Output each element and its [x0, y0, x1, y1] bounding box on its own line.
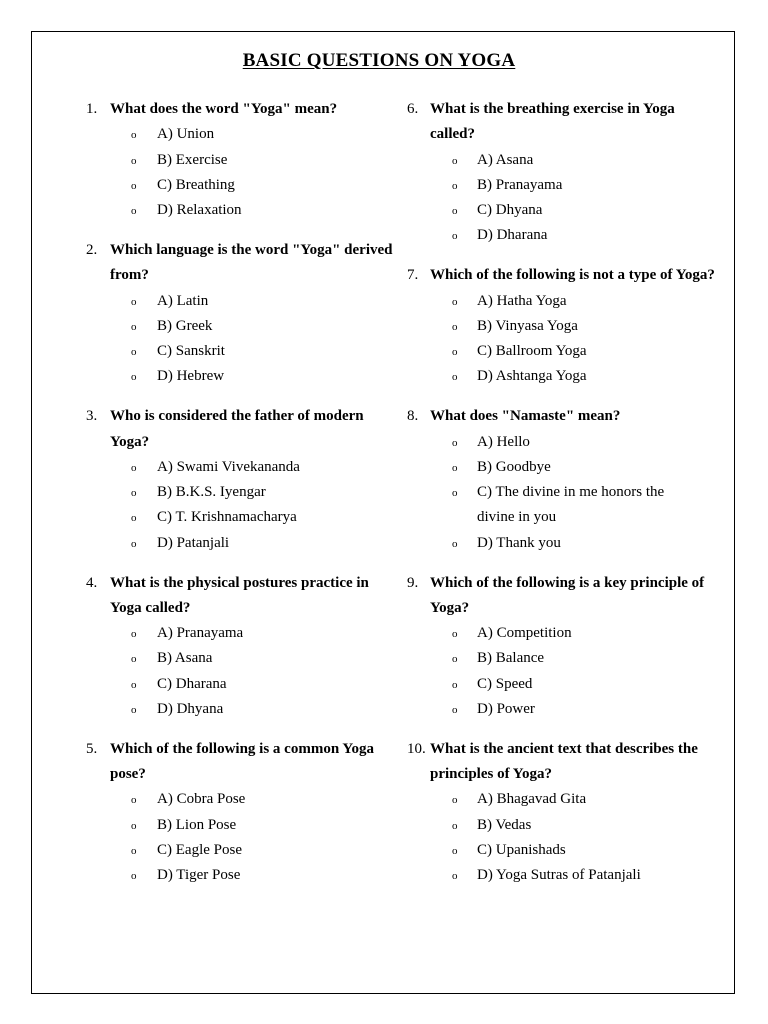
answer-option-text: C) Sanskrit — [157, 343, 225, 360]
answer-option — [400, 838, 730, 863]
circle-bullet-icon: o — [131, 487, 137, 500]
question-spacer — [0, 223, 400, 238]
circle-bullet-icon: o — [131, 461, 137, 474]
question-number: 10. — [407, 740, 426, 757]
answer-option — [0, 672, 400, 697]
answer-option — [0, 364, 400, 389]
answer-option-text: D) Thank you — [477, 534, 561, 551]
answer-option — [0, 646, 400, 671]
answer-option-text: A) Latin — [157, 292, 209, 309]
right-column — [400, 97, 730, 889]
circle-bullet-icon: o — [131, 819, 137, 832]
answer-option — [400, 863, 730, 888]
circle-bullet-icon: o — [131, 653, 137, 666]
answer-option — [0, 122, 400, 147]
answer-option-text: C) Dhyana — [477, 202, 543, 219]
question-text: What is the physical postures practice in Yoga called? — [110, 574, 369, 616]
circle-bullet-icon: o — [131, 154, 137, 167]
circle-bullet-icon: o — [452, 870, 458, 883]
question-number: 4. — [86, 574, 98, 591]
question-number: 2. — [86, 241, 98, 258]
answer-options — [400, 289, 730, 390]
answer-options — [400, 148, 730, 249]
question-number: 6. — [407, 101, 419, 117]
question-text: What is the ancient text that describes the principles of Yoga? — [430, 740, 698, 783]
answer-option — [0, 173, 400, 198]
answer-option — [0, 813, 400, 838]
answer-option-text: B) Greek — [157, 317, 213, 334]
question-item — [0, 238, 400, 390]
answer-option-text: D) Hebrew — [157, 368, 225, 385]
answer-option — [400, 480, 730, 531]
left-column — [0, 97, 400, 889]
answer-option — [0, 531, 400, 556]
answer-option-text: D) Patanjali — [157, 534, 230, 551]
answer-options — [400, 430, 730, 556]
circle-bullet-icon: o — [131, 346, 137, 359]
question-number: 5. — [86, 740, 98, 757]
circle-bullet-icon: o — [452, 295, 458, 308]
question-text: Which of the following is not a type of Yoga? — [430, 267, 715, 284]
circle-bullet-icon: o — [452, 819, 458, 832]
answer-options — [0, 621, 400, 722]
question-item — [400, 263, 730, 389]
answer-option — [0, 697, 400, 722]
answer-option — [400, 148, 730, 173]
answer-option-text: B) Exercise — [157, 151, 228, 168]
circle-bullet-icon: o — [131, 205, 137, 218]
answer-option-text: B) Asana — [157, 650, 213, 667]
answer-option-text: C) Breathing — [157, 176, 235, 193]
circle-bullet-icon: o — [131, 179, 137, 192]
answer-option — [400, 531, 730, 556]
answer-options — [0, 289, 400, 390]
answer-option-text: B) Pranayama — [477, 176, 563, 193]
answer-option-text: B) Goodbye — [477, 458, 551, 475]
question-item — [0, 737, 400, 889]
answer-option — [400, 314, 730, 339]
question-spacer — [0, 556, 400, 571]
circle-bullet-icon: o — [131, 628, 137, 641]
answer-option — [400, 646, 730, 671]
answer-option-text: A) Asana — [477, 151, 534, 168]
answer-option-text: B) Vedas — [477, 816, 532, 833]
answer-options — [0, 122, 400, 223]
circle-bullet-icon: o — [452, 461, 458, 474]
answer-option-text: A) Union — [157, 126, 215, 143]
answer-option-text: A) Bhagavad Gita — [477, 791, 587, 808]
question-item — [400, 571, 730, 723]
answer-option — [400, 455, 730, 480]
circle-bullet-icon: o — [452, 794, 458, 807]
answer-option-text: D) Ashtanga Yoga — [477, 368, 587, 385]
circle-bullet-icon: o — [131, 704, 137, 717]
answer-option-text: B) B.K.S. Iyengar — [157, 484, 266, 501]
question-text: Which of the following is a key principle of Yoga? — [430, 574, 705, 616]
answer-option-text: A) Cobra Pose — [157, 791, 246, 808]
question-spacer — [400, 249, 730, 264]
answer-option — [400, 787, 730, 812]
question-number: 3. — [86, 408, 98, 425]
circle-bullet-icon: o — [131, 794, 137, 807]
question-spacer — [400, 390, 730, 405]
circle-bullet-icon: o — [452, 205, 458, 218]
answer-option — [0, 148, 400, 173]
answer-option-text: B) Balance — [477, 650, 545, 667]
answer-option-text: C) Dharana — [157, 675, 227, 692]
answer-option — [0, 863, 400, 888]
answer-option — [0, 289, 400, 314]
circle-bullet-icon: o — [452, 436, 458, 449]
question-item — [400, 404, 730, 556]
page-title: BASIC QUESTIONS ON YOGA — [242, 50, 516, 71]
answer-option-text: D) Yoga Sutras of Patanjali — [477, 867, 641, 884]
answer-option-text: C) The divine in me honors the divine in you — [477, 484, 665, 526]
question-text: Which of the following is a common Yoga pose? — [110, 740, 375, 783]
circle-bullet-icon: o — [452, 371, 458, 384]
answer-option-text: D) Tiger Pose — [157, 867, 241, 884]
question-text: What is the breathing exercise in Yoga called? — [430, 101, 675, 143]
answer-option-text: B) Vinyasa Yoga — [477, 317, 578, 334]
question-spacer — [400, 722, 730, 737]
question-text: What does the word "Yoga" mean? — [110, 101, 338, 117]
answer-option — [0, 339, 400, 364]
answer-option — [0, 314, 400, 339]
question-text: Which language is the word "Yoga" derived from? — [110, 241, 393, 284]
circle-bullet-icon: o — [452, 346, 458, 359]
answer-option-text: D) Dhyana — [157, 701, 224, 718]
answer-option — [400, 198, 730, 223]
answer-option — [400, 697, 730, 722]
question-number: 9. — [407, 574, 419, 591]
answer-option — [400, 621, 730, 646]
question-number: 1. — [86, 101, 98, 117]
answer-option — [0, 505, 400, 530]
answer-option-text: C) T. Krishnamacharya — [157, 509, 297, 526]
answer-option-text: D) Power — [477, 701, 535, 718]
circle-bullet-icon: o — [131, 678, 137, 691]
answer-option-text: B) Lion Pose — [157, 816, 237, 833]
circle-bullet-icon: o — [131, 537, 137, 550]
circle-bullet-icon: o — [131, 371, 137, 384]
question-item — [0, 571, 400, 723]
answer-option-text: C) Upanishads — [477, 842, 566, 859]
question-item — [0, 404, 400, 556]
question-text: Who is considered the father of modern Yoga? — [110, 408, 364, 450]
circle-bullet-icon: o — [131, 870, 137, 883]
answer-option-text: D) Dharana — [477, 227, 548, 244]
circle-bullet-icon: o — [452, 628, 458, 641]
question-number: 7. — [407, 267, 419, 284]
circle-bullet-icon: o — [131, 129, 137, 142]
answer-option — [0, 198, 400, 223]
answer-options — [0, 787, 400, 888]
question-spacer — [0, 722, 400, 737]
answer-option — [400, 364, 730, 389]
circle-bullet-icon: o — [452, 154, 458, 167]
answer-option — [400, 289, 730, 314]
answer-option — [400, 339, 730, 364]
answer-option-text: A) Pranayama — [157, 625, 244, 642]
answer-option — [0, 455, 400, 480]
question-number: 8. — [407, 408, 419, 425]
answer-option — [0, 621, 400, 646]
answer-option — [0, 787, 400, 812]
circle-bullet-icon: o — [452, 653, 458, 666]
circle-bullet-icon: o — [452, 704, 458, 717]
answer-option — [400, 173, 730, 198]
answer-option-text: D) Relaxation — [157, 202, 242, 219]
answer-option — [400, 672, 730, 697]
circle-bullet-icon: o — [131, 512, 137, 525]
question-spacer — [400, 556, 730, 571]
answer-option — [400, 430, 730, 455]
question-item — [400, 737, 730, 889]
question-spacer — [0, 390, 400, 405]
circle-bullet-icon: o — [452, 230, 458, 243]
question-text: What does "Namaste" mean? — [430, 408, 621, 425]
answer-option — [400, 813, 730, 838]
question-item — [400, 97, 730, 249]
circle-bullet-icon: o — [452, 537, 458, 550]
answer-options — [400, 787, 730, 888]
answer-option-text: A) Swami Vivekananda — [157, 458, 300, 475]
answer-option-text: C) Eagle Pose — [157, 842, 242, 859]
circle-bullet-icon: o — [452, 845, 458, 858]
answer-option-text: A) Competition — [477, 625, 572, 642]
answer-option — [0, 480, 400, 505]
answer-option — [400, 223, 730, 248]
answer-option-text: A) Hello — [477, 433, 530, 450]
answer-option-text: A) Hatha Yoga — [477, 292, 567, 309]
answer-option — [0, 838, 400, 863]
answer-options — [400, 621, 730, 722]
question-item — [0, 97, 400, 223]
circle-bullet-icon: o — [131, 295, 137, 308]
circle-bullet-icon: o — [131, 845, 137, 858]
answer-options — [0, 455, 400, 556]
circle-bullet-icon: o — [452, 320, 458, 333]
circle-bullet-icon: o — [452, 678, 458, 691]
answer-option-text: C) Ballroom Yoga — [477, 343, 587, 360]
circle-bullet-icon: o — [131, 320, 137, 333]
circle-bullet-icon: o — [452, 179, 458, 192]
circle-bullet-icon: o — [452, 487, 458, 500]
answer-option-text: C) Speed — [477, 675, 533, 692]
